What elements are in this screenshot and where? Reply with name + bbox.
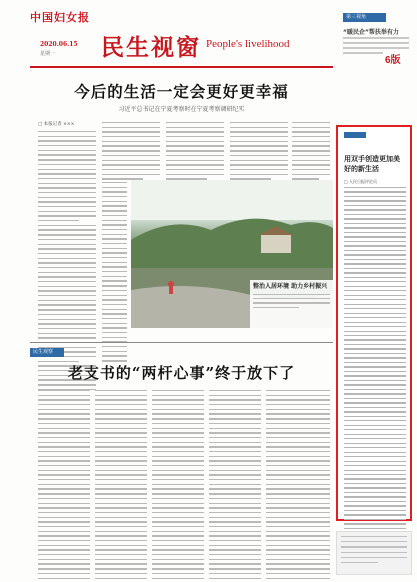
sidebar-headline: “暖民企”帮扶举有力 <box>343 29 399 36</box>
commentary-panel[interactable] <box>336 125 412 521</box>
bottom-story-headline[interactable]: 老支书的“两杆心事”终于放下了 <box>67 364 296 382</box>
bottom-story-tag: 民生观察 <box>30 348 64 357</box>
bottom-column-3 <box>152 390 204 582</box>
commentary-title[interactable]: 用双手创造更加美好的新生活 <box>344 154 400 173</box>
bottom-column-5 <box>266 390 330 582</box>
section-title: 民生视窗 <box>101 34 201 61</box>
page-number: 6版 <box>385 55 401 66</box>
section-divider <box>30 342 333 343</box>
header-divider <box>30 66 333 68</box>
article-column-5 <box>292 122 330 183</box>
bottom-column-4 <box>209 390 261 582</box>
commentary-tag <box>344 132 366 138</box>
commentary-text <box>344 187 406 564</box>
article-column-2 <box>102 122 160 183</box>
photo-caption-text <box>253 294 330 308</box>
photo-caption <box>250 280 333 328</box>
main-subheadline: 习近平总书记在宁夏考察时在宁夏考察调研纪实 <box>118 106 245 113</box>
issue-date: 2020.06.15 <box>40 41 78 48</box>
photo-caption-title: 整治人居环境 助力乡村振兴 <box>253 283 328 290</box>
contact-info-box <box>336 531 412 575</box>
article-column-3 <box>166 122 224 183</box>
sidebar-tag: 第三视角 <box>343 13 386 22</box>
commentary-author: □ 人民日报评论员 <box>344 179 378 184</box>
article-column-4 <box>230 122 288 183</box>
article-column-2-lower <box>102 182 127 365</box>
main-byline: □ 本报记者 ××× <box>38 122 75 127</box>
bottom-column-2 <box>95 390 147 582</box>
newspaper-logo: 中国妇女报 <box>30 11 90 24</box>
bottom-column-1 <box>38 390 90 582</box>
main-headline[interactable]: 今后的生活一定会更好更幸福 <box>74 82 289 101</box>
section-title-en: People's livelihood <box>206 38 290 50</box>
issue-weekday: 星期一 <box>40 51 56 57</box>
